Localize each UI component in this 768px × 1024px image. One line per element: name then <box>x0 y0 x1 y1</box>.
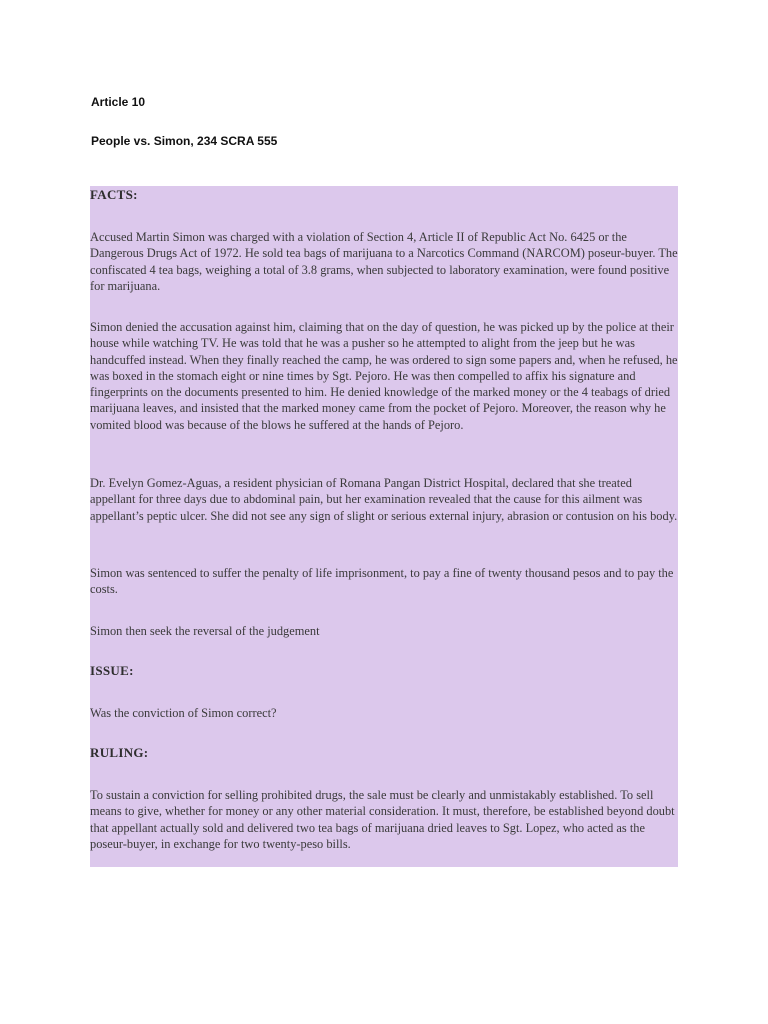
facts-paragraph-2: Simon denied the accusation against him, claiming that on the day of question, he was picked up by the police at their house while watching TV. He was told that he was a pusher so he attempted to alight from the jeep but he was handcuffed instead. When they finally reached the camp, he was ordered to sign some papers and, when he refused, he was boxed in the stomach eight or nine times by Sgt. Pejoro. He was then compelled to affix his signature and fingerprints on the documents presented to him. He denied knowledge of the marked money or the 4 teabags of dried marijuana leaves, and insisted that the marked money came from the pocket of Pejoro. Moreover, the reason why he vomited blood was because of the blows he suffered at the hands of Pejoro. <box>90 320 678 432</box>
case-title: People vs. Simon, 234 SCRA 555 <box>91 134 278 148</box>
article-title: Article 10 <box>91 95 146 109</box>
facts-paragraph-1: Accused Martin Simon was charged with a violation of Section 4, Article II of Republic Act No. 6425 or the Dangerous Drugs Act of 1972. He sold tea bags of marijuana to a Narcotics Command (NARCOM) poseur-buyer. The confiscated 4 tea bags, weighing a total of 3.8 grams, when subjected to laboratory examination, were found positive for marijuana. <box>90 230 678 293</box>
facts-paragraph-5: Simon then seek the reversal of the judgement <box>90 624 320 638</box>
ruling-text: To sustain a conviction for selling prohibited drugs, the sale must be clearly and unmistakably established. To sell means to give, whether for money or any other material consideration. It must, therefore, be established beyond doubt that appellant actually sold and delivered two tea bags of marijuana dried leaves to Sgt. Lopez, who acted as the poseur-buyer, in exchange for two twenty-peso bills. <box>90 788 675 851</box>
facts-paragraph-3: Dr. Evelyn Gomez-Aguas, a resident physician of Romana Pangan District Hospital, declared that she treated appellant for three days due to abdominal pain, but her examination revealed that the cause for this ailment was appellant’s peptic ulcer. She did not see any sign of slight or serious external injury, abrasion or contusion on his body. <box>90 476 678 523</box>
issue-heading: ISSUE: <box>90 663 134 678</box>
ruling-heading: RULING: <box>90 745 149 760</box>
facts-heading: FACTS: <box>90 187 138 202</box>
issue-text: Was the conviction of Simon correct? <box>90 706 277 720</box>
facts-paragraph-4: Simon was sentenced to suffer the penalty of life imprisonment, to pay a fine of twenty thousand pesos and to pay the costs. <box>90 566 674 597</box>
